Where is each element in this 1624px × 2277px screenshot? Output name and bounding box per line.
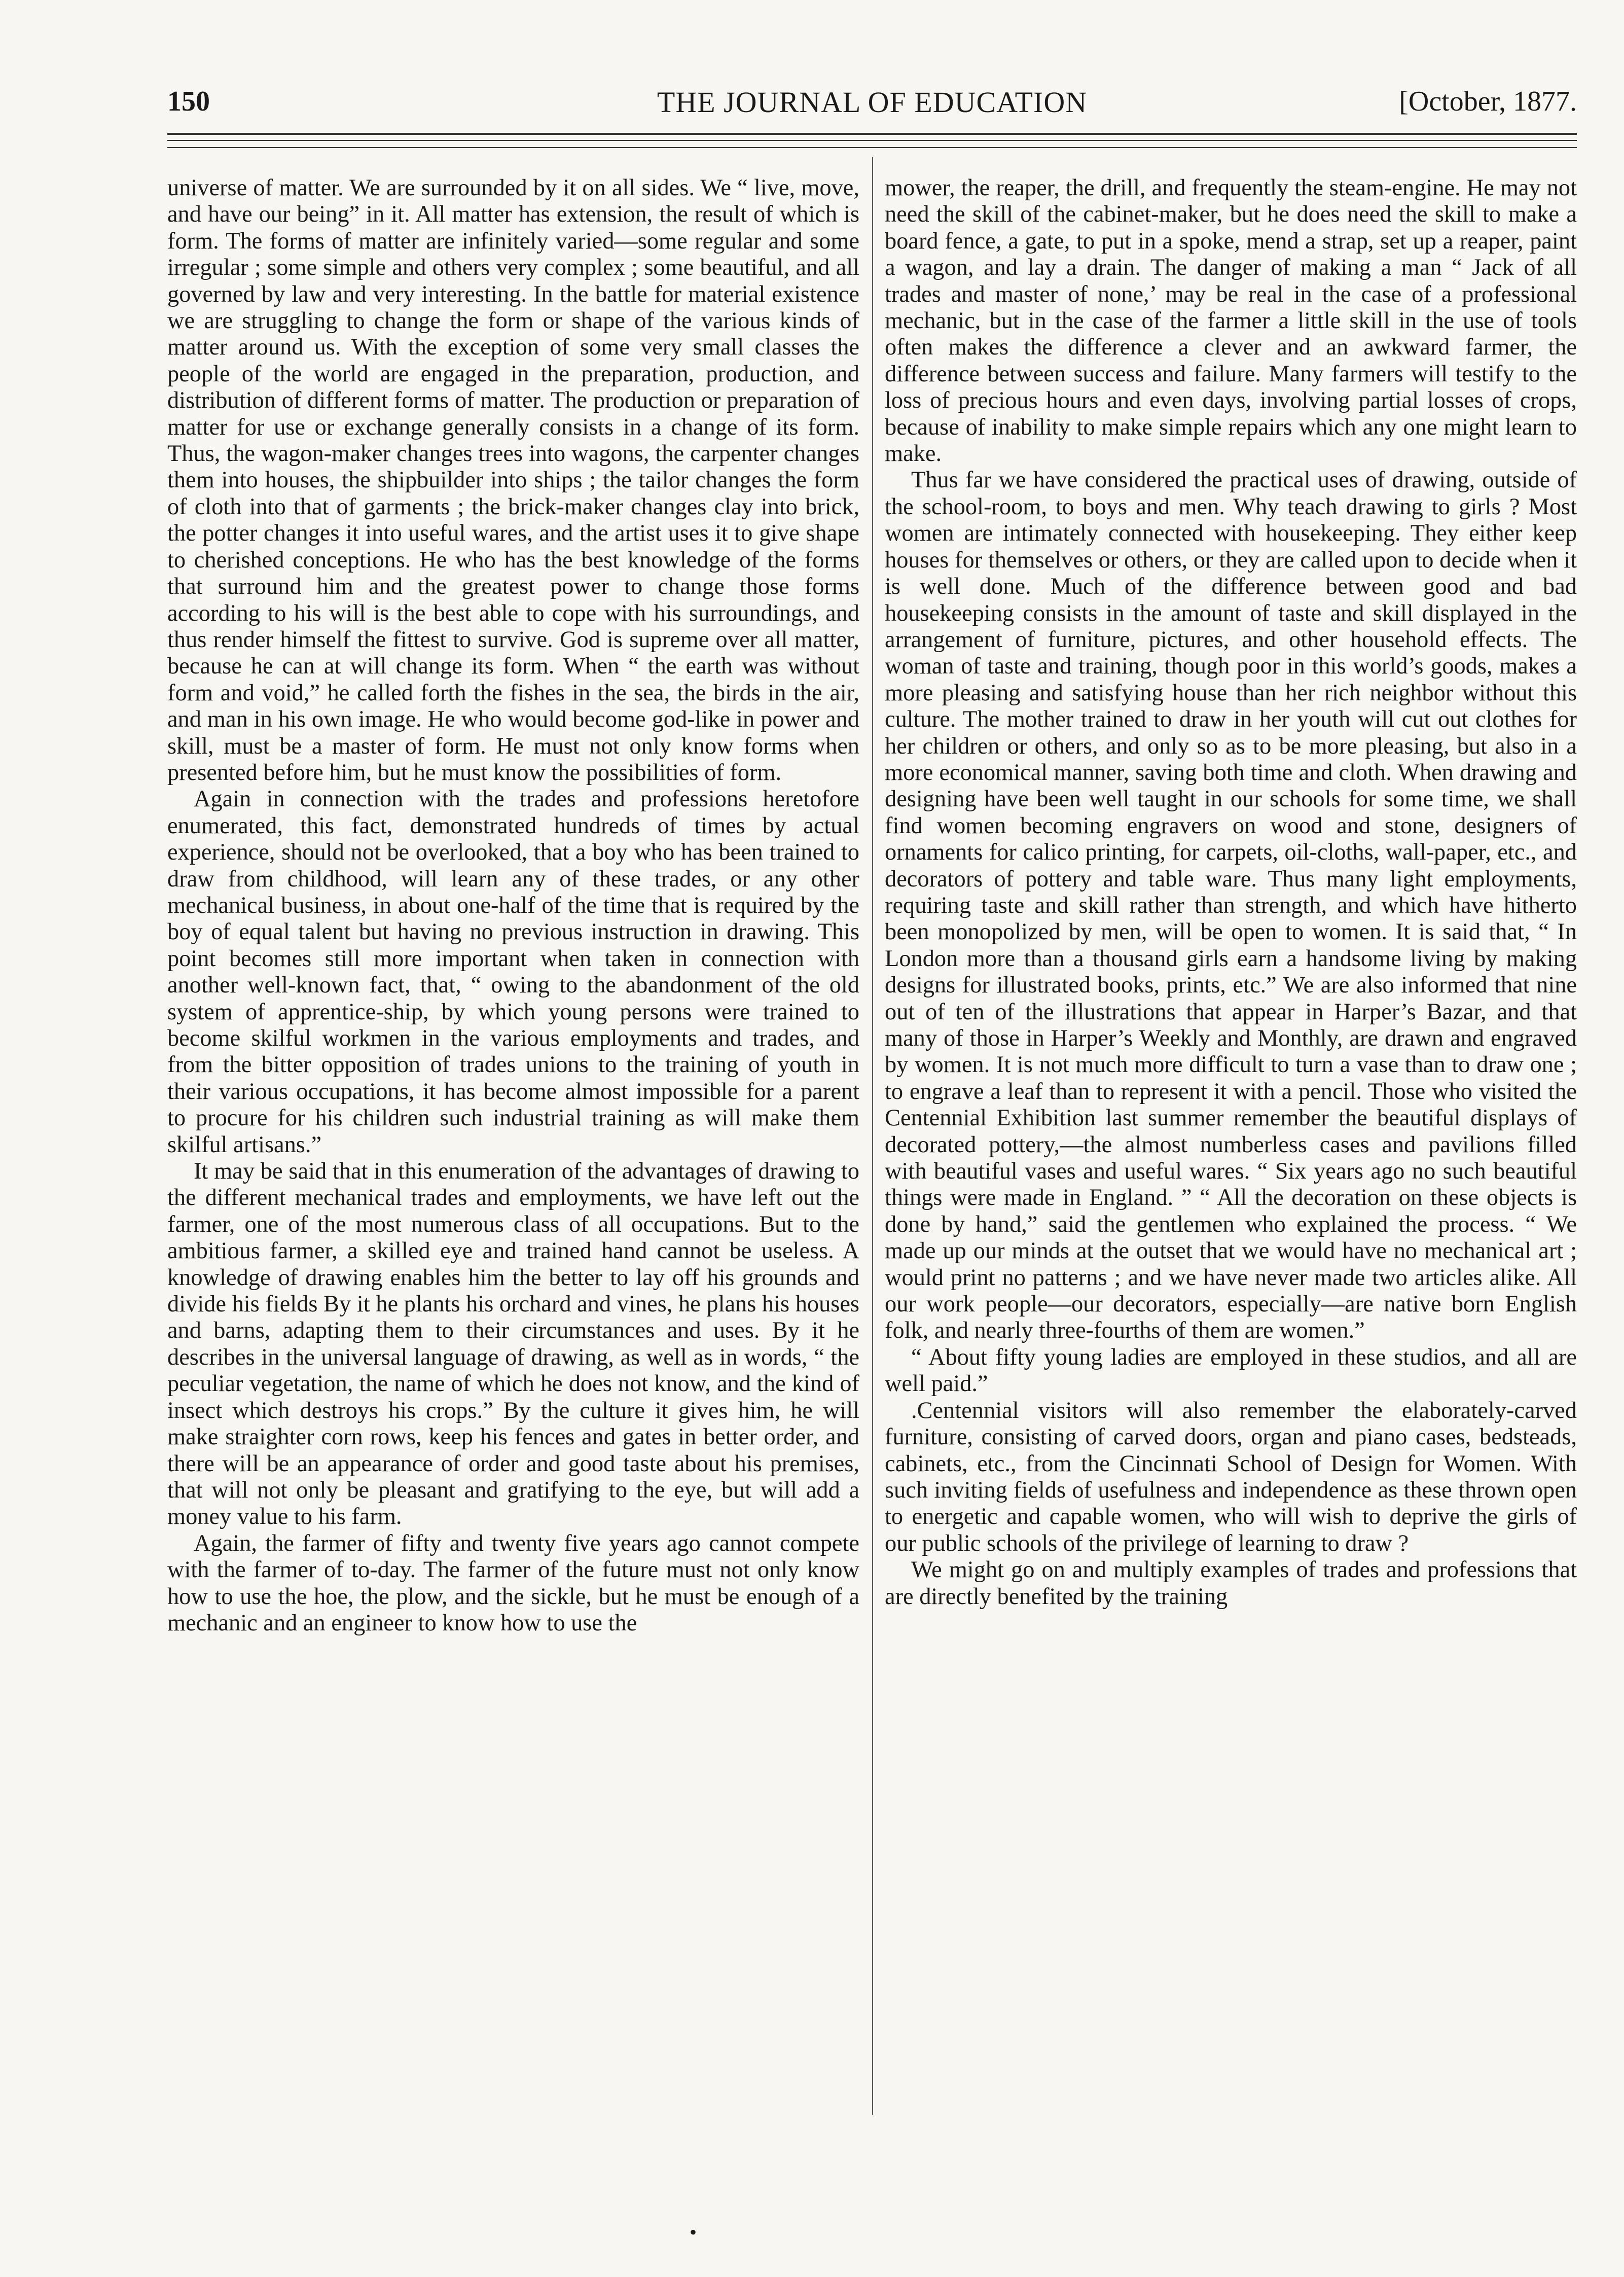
paragraph: Again, the farmer of fifty and twenty five years ago cannot compete with the farmer of to-day. The farmer of the future must not only know how to use the hoe, the plow, and the sickle, but he must be enough of a mechanic and an engineer to know how to use the [167, 1530, 859, 1636]
paragraph: We might go on and multiply examples of trades and professions that are directly benefited by the training [885, 1557, 1577, 1610]
paragraph: mower, the reaper, the drill, and frequently the steam-engine. He may not need the skill of the cabinet-maker, but he does need the skill to make a board fence, a gate, to put in a spoke, mend a strap, set up a reaper, paint a wagon, and lay a drain. The danger of making a man “ Jack of all trades and master of none,’ may be real in the case of a professional mechanic, but in the case of the farmer a little skill in the use of tools often makes the difference a clever and an awkward farmer, the difference between success and failure. Many farmers will testify to the loss of precious hours and even days, involving partial losses of crops, because of inability to make simple repairs which any one might learn to make. [885, 175, 1577, 467]
issue-date: [October, 1877. [1399, 86, 1577, 117]
paragraph: “ About fifty young ladies are employed in these studios, and all are well paid.” [885, 1344, 1577, 1397]
column-divider [872, 157, 873, 2115]
paragraph: It may be said that in this enumeration of the advantages of drawing to the different mechanical trades and employments, we have left out the farmer, one of the most numerous class of all occupations. But to the ambitious farmer, a skilled eye and trained hand cannot be useless. A knowledge of drawing enables him the better to lay off his grounds and divide his fields By it he plants his orchard and vines, he plans his houses and barns, adapting them to their circumstances and uses. By it he describes in the universal language of drawing, as well as in words, “ the peculiar vegetation, the name of which he does not know, and the kind of insect which destroys his crops.” By the culture it gives him, he will make straighter corn rows, keep his fences and gates in better order, and there will be an appearance of order and good taste about his premises, that will not only be pleasant and gratifying to the eye, but will add a money value to his farm. [167, 1158, 859, 1530]
paragraph: Again in connection with the trades and professions heretofore enumerated, this fact, demonstrated hundreds of times by actual experience, should not be overlooked, that a boy who has been trained to draw from childhood, will learn any of these trades, or any other mechanical business, in about one-half of the time that is required by the boy of equal talent but having no previous instruction in drawing. This point becomes still more important when taken in connection with another well-known fact, that, “ owing to the abandonment of the old system of apprentice-ship, by which young persons were trained to become skilful workmen in the various employments and trades, and from the bitter opposition of trades unions to the training of youth in their various occupations, it has become almost impossible for a parent to procure for his children such industrial training as will make them skilful artisans.” [167, 786, 859, 1158]
paragraph: Thus far we have considered the practical uses of drawing, outside of the school-room, to boys and men. Why teach drawing to girls ? Most women are intimately connected with housekeeping. They either keep houses for themselves or others, or they are called upon to decide when it is well done. Much of the difference between good and bad housekeeping consists in the amount of taste and skill displayed in the arrangement of furniture, pictures, and other household effects. The woman of taste and training, though poor in this world’s goods, makes a more pleasing and satisfying house than her rich neighbor without this culture. The mother trained to draw in her youth will cut out clothes for her children or others, and only so as to be more pleasing, but also in a more economical manner, saving both time and cloth. When drawing and designing have been well taught in our schools for some time, we shall find women becoming engravers on wood and stone, designers of ornaments for calico printing, for carpets, oil-cloths, wall-paper, etc., and decorators of pottery and table ware. Thus many light employments, requiring taste and skill rather than strength, and which have hitherto been monopolized by men, will be open to women. It is said that, “ In London more than a thousand girls earn a handsome living by making designs for illustrated books, prints, etc.” We are also informed that nine out of ten of the illustrations that appear in Harper’s Bazar, and that many of those in Harper’s Weekly and Monthly, are drawn and engraved by women. It is not much more difficult to turn a vase than to draw one ; to engrave a leaf than to represent it with a pencil. Those who visited the Centennial Exhibition last summer remember the beautiful displays of decorated pottery,—the almost numberless cases and pavilions filled with beautiful vases and useful wares. “ Six years ago no such beautiful things were made in England. ” “ All the decoration on these objects is done by hand,” said the gentlemen who explained the process. “ We made up our minds at the outset that we would have no mechanical art ; would print no patterns ; and we have never made two articles alike. All our work people—our decorators, especially—are native born English folk, and nearly three-fourths of them are women.” [885, 467, 1577, 1344]
page-header [167, 85, 1577, 126]
left-column [167, 175, 859, 2117]
footer-mark: • [690, 2221, 697, 2244]
journal-title: THE JOURNAL OF EDUCATION [657, 86, 1088, 119]
header-rule [167, 140, 1577, 141]
right-column [885, 175, 1577, 2117]
paragraph: universe of matter. We are surrounded by it on all sides. We “ live, move, and have our being” in it. All matter has extension, the result of which is form. The forms of matter are infinitely varied—some regular and some irregular ; some simple and others very complex ; some beautiful, and all governed by law and very interesting. In the battle for material existence we are struggling to change the form or shape of the various kinds of matter around us. With the exception of some very small classes the people of the world are engaged in the preparation, production, and distribution of different forms of matter. The production or preparation of matter for use or exchange generally consists in a change of its form. Thus, the wagon-maker changes trees into wagons, the carpenter changes them into houses, the shipbuilder into ships ; the tailor changes the form of cloth into that of garments ; the brick-maker changes clay into brick, the potter changes it into useful wares, and the artist uses it to give shape to cherished conceptions. He who has the best knowledge of the forms that surround him and the greatest power to change those forms according to his will is the best able to cope with his surroundings, and thus render himself the fittest to survive. God is supreme over all matter, because he can at will change its form. When “ the earth was without form and void,” he called forth the fishes in the sea, the birds in the air, and man in his own image. He who would become god-like in power and skill, must be a master of form. He must not only know forms when presented before him, but he must know the possibilities of form. [167, 175, 859, 786]
header-rule [167, 133, 1577, 135]
paragraph: .Centennial visitors will also remember the elaborately-carved furniture, consisting of carved doors, organ and piano cases, bedsteads, cabinets, etc., from the Cincinnati School of Design for Women. With such inviting fields of usefulness and independence as these thrown open to energetic and capable women, who will wish to deprive the girls of our public schools of the privilege of learning to draw ? [885, 1397, 1577, 1556]
page-number: 150 [167, 86, 210, 117]
header-rule [167, 147, 1577, 148]
